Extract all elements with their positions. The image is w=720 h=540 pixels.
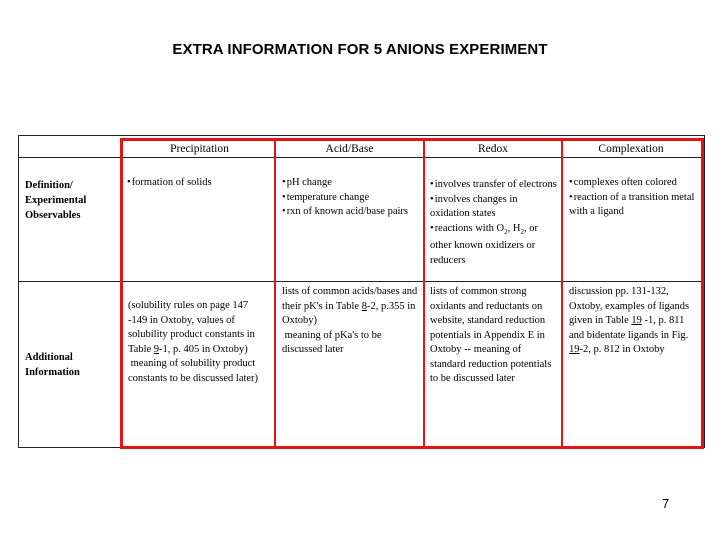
cell-acid-base-definition — [282, 176, 419, 220]
highlight-divider — [274, 138, 276, 449]
row-label-line: Information — [25, 367, 80, 378]
row-label-line: Definition/ — [25, 180, 73, 191]
text-run: , H — [507, 222, 521, 234]
info-table — [18, 135, 705, 448]
bullet-item — [430, 222, 558, 269]
highlight-divider — [561, 138, 563, 449]
bullet-item: • involves changes in oxidation states — [430, 193, 558, 222]
text-run: -2, p. 812 in Oxtoby — [579, 344, 665, 355]
bullet-item: • complexes often colored — [569, 176, 698, 191]
text-run: -1, p. 405 in Oxtoby) — [159, 343, 248, 355]
subscript: 2 — [504, 227, 508, 236]
column-header-redox: Redox — [477, 143, 509, 155]
cell-complexation-definition — [569, 176, 698, 220]
bullet-item: • reaction of a transition metal with a ligand — [569, 191, 698, 220]
table-reference: 9 — [153, 343, 160, 355]
cell-redox-definition — [430, 178, 558, 268]
text-run: meaning of pKa's to be discussed later — [282, 329, 382, 355]
subscript: 2 — [520, 227, 524, 236]
column-header-acid-base: Acid/Base — [325, 143, 374, 155]
cell-redox-additional: lists of common strong oxidants and reductants on website, standard reduction potentials in Appendix E in Oxtoby -- meaning of standard reduction potentials to be discussed later — [430, 286, 552, 384]
text-run: discussion pp. 131-132, Oxtoby, examples of ligands given in Table — [569, 286, 690, 326]
text-run: lists of common acids/bases and their pK's in Table — [282, 286, 418, 312]
bullet-item: • rxn of known acid/base pairs — [282, 205, 419, 220]
bullet-item: • temperature change — [282, 191, 419, 206]
column-header-precipitation: Precipitation — [170, 143, 229, 155]
cell-acid-base-additional — [282, 285, 419, 358]
text-run: meaning of solubility product constants to be discussed later) — [128, 358, 259, 384]
table-reference: 19 — [631, 315, 642, 326]
table-right-border — [704, 135, 705, 448]
page-number: 7 — [662, 496, 670, 511]
text-run: -2, p.355 in Oxtoby) — [282, 300, 416, 326]
column-header-complexation: Complexation — [598, 143, 664, 155]
bullet-item: • pH change — [282, 176, 419, 191]
table-left-border — [18, 135, 19, 448]
highlight-divider — [423, 138, 425, 449]
row-label-line: Experimental — [25, 195, 87, 206]
row-label-line: Additional — [25, 352, 73, 363]
text-run: , or other known oxidizers or reducers — [430, 222, 538, 266]
text-run: (solubility rules on page 147 -149 in Oxtoby, values of solubility product constants in Table — [128, 300, 255, 355]
cell-precipitation-definition — [127, 176, 269, 191]
figure-reference: 19 — [569, 344, 580, 355]
row-label-line: Observables — [25, 210, 81, 221]
text-run: -1, p. 811 and bidentate ligands in Fig. — [569, 315, 689, 341]
bullet-item: • involves transfer of electrons — [430, 178, 558, 193]
text-run: reactions with O — [434, 222, 505, 234]
bullet-item: • formation of solids — [127, 176, 269, 191]
row-label-definition — [25, 178, 117, 223]
page-title: EXTRA INFORMATION FOR 5 ANIONS EXPERIMENT — [172, 41, 548, 58]
table-reference: 8 — [361, 300, 367, 312]
cell-precipitation-additional — [128, 299, 270, 386]
table-top-border — [18, 135, 705, 136]
row-label-additional — [25, 350, 117, 380]
cell-complexation-additional — [569, 285, 697, 358]
